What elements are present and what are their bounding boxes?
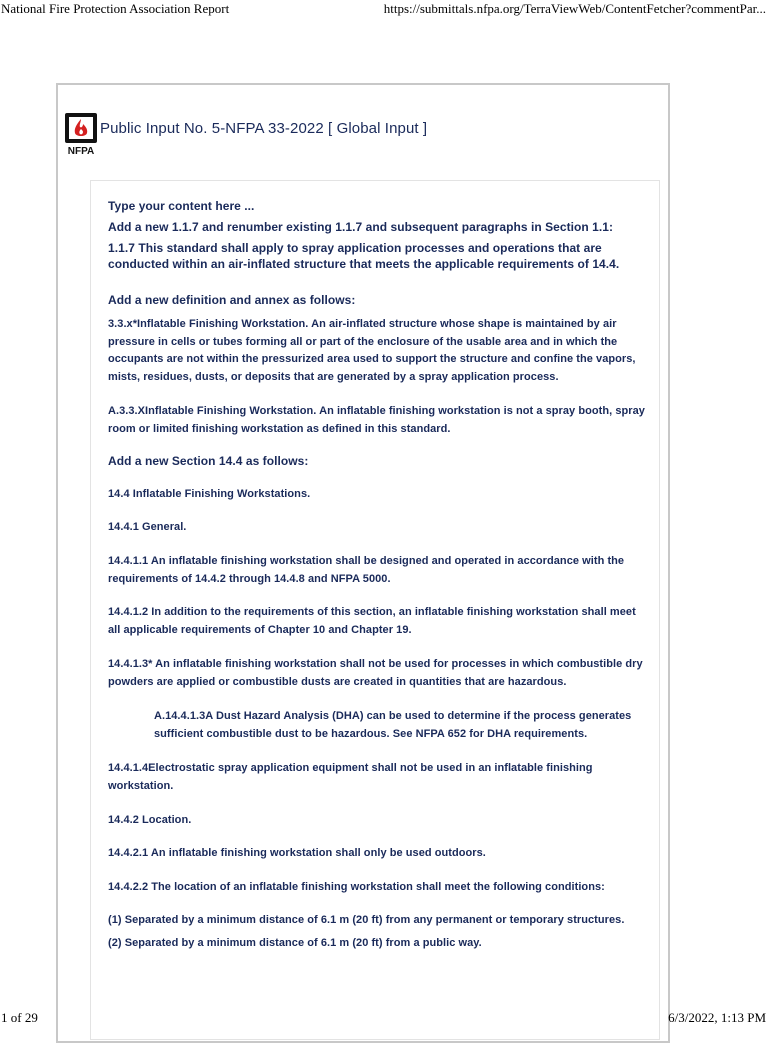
paragraph: A.14.4.1.3A Dust Hazard Analysis (DHA) can be used to determine if the process generates sufficient combustible dust to be hazardous. See NFPA 652 for DHA requirements.	[154, 710, 632, 740]
header-url-text: https://submittals.nfpa.org/TerraViewWeb/ContentFetcher?commentPar...	[383, 1, 766, 16]
paragraph: Add a new 1.1.7 and renumber existing 1.1.7 and subsequent paragraphs in Section 1.1:	[108, 220, 614, 234]
logo-text: NFPA	[67, 146, 95, 156]
paragraph: 14.4.2 Location.	[108, 814, 192, 826]
page-count: 1 of 29	[1, 1010, 38, 1025]
paragraph: 14.4.1.3* An inflatable finishing workstation shall not be used for processes in which combustible dry powders are applied or combustible dusts are created in quantities that are hazardous.	[108, 658, 643, 688]
nfpa-flame-logo	[62, 112, 100, 156]
paragraph: Type your content here ...	[108, 199, 255, 213]
paragraph: 3.3.x*Inflatable Finishing Workstation. An air-inflated structure whose shape is maintained by air pressure in cells or tubes forming all or part of the enclosure of the usable area and in which the occupants are not within the pressurized area used to support the structure and confine the vapors, mists, residues, dusts, or deposits that are generated by a spray application process.	[108, 318, 636, 384]
paragraph: 14.4.1.1 An inflatable finishing workstation shall be designed and operated in accordance with the requirements of 14.4.2 through 14.4.8 and NFPA 5000.	[108, 555, 625, 585]
paragraph: 14.4.1.4Electrostatic spray application equipment shall not be used in an inflatable finishing workstation.	[108, 762, 593, 792]
paragraph: A.3.3.XInflatable Finishing Workstation. An inflatable finishing workstation is not a spray booth, spray room or limited finishing workstation as defined in this standard.	[108, 405, 645, 435]
header-left-text: National Fire Protection Association Report	[1, 1, 230, 16]
paragraph: (2) Separated by a minimum distance of 6.1 m (20 ft) from a public way.	[108, 937, 482, 949]
paragraph: Add a new Section 14.4 as follows:	[108, 454, 309, 468]
paragraph: 1.1.7 This standard shall apply to spray application processes and operations that are conducted within an air-inflated structure that meets the applicable requirements of 14.4.	[108, 241, 620, 271]
paragraph: 14.4.1 General.	[108, 521, 187, 533]
paragraph: 14.4 Inflatable Finishing Workstations.	[108, 488, 311, 500]
timestamp: 6/3/2022, 1:13 PM	[668, 1010, 766, 1025]
paragraph: Add a new definition and annex as follows:	[108, 293, 356, 307]
paragraph: (1) Separated by a minimum distance of 6.1 m (20 ft) from any permanent or temporary structures.	[108, 914, 625, 926]
paragraph: 14.4.1.2 In addition to the requirements of this section, an inflatable finishing workstation shall meet all applicable requirements of Chapter 10 and Chapter 19.	[108, 606, 636, 636]
paragraph: 14.4.2.1 An inflatable finishing workstation shall only be used outdoors.	[108, 847, 486, 859]
page-title: Public Input No. 5-NFPA 33-2022 [ Global Input ]	[100, 120, 428, 137]
paragraph: 14.4.2.2 The location of an inflatable finishing workstation shall meet the following conditions:	[108, 881, 605, 893]
